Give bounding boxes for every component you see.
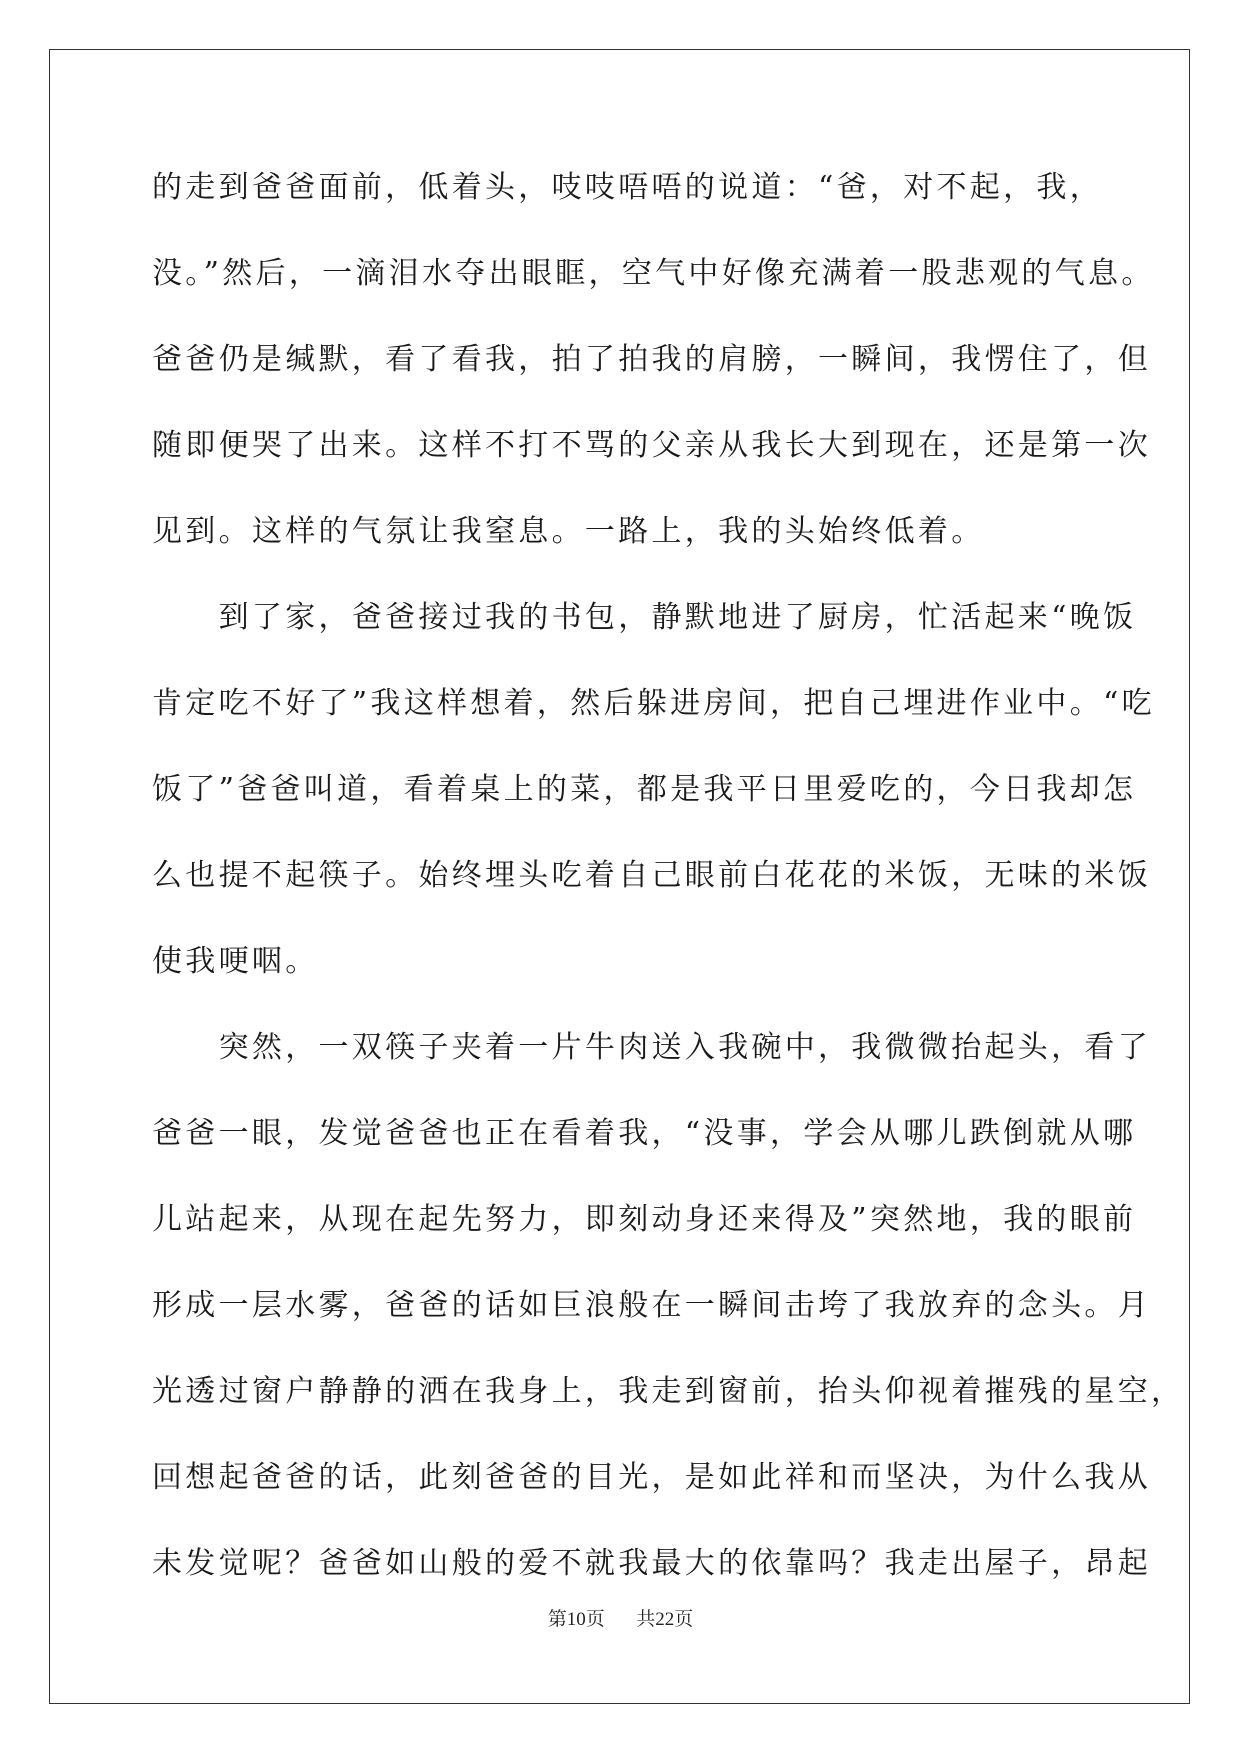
text-line-5: 见到。这样的气氛让我窒息。一路上，我的头始终低着。 <box>152 514 985 549</box>
text-line-4: 随即便哭了出来。这样不打不骂的父亲从我长大到现在，还是第一次 <box>152 428 1151 463</box>
page-number: 第10页 <box>547 1609 605 1630</box>
text-line-15: 光透过窗户静静的洒在我身上，我走到窗前，抬头仰视着摧残的星空， <box>152 1374 1185 1409</box>
text-line-3: 爸爸仍是缄默，看了看我，拍了拍我的肩膀，一瞬间，我愣住了，但 <box>152 342 1151 377</box>
text-line-13: 儿站起来，从现在起先努力，即刻动身还来得及”突然地，我的眼前 <box>152 1202 1137 1237</box>
text-line-14: 形成一层水雾，爸爸的话如巨浪般在一瞬间击垮了我放弃的念头。月 <box>152 1288 1151 1323</box>
body-text <box>152 145 1185 1607</box>
text-line-6: 到了家，爸爸接过我的书包，静默地进了厨房，忙活起来“晚饭 <box>152 600 1137 635</box>
text-line-2: 没。”然后，一滴泪水夺出眼眶，空气中好像充满着一股悲观的气息。 <box>152 256 1155 291</box>
text-line-12: 爸爸一眼，发觉爸爸也正在看着我，“没事，学会从哪儿跌倒就从哪 <box>152 1116 1137 1151</box>
page-footer <box>0 1604 1241 1631</box>
page-total: 共22页 <box>636 1609 694 1630</box>
text-line-16: 回想起爸爸的话，此刻爸爸的目光，是如此祥和而坚决，为什么我从 <box>152 1460 1151 1495</box>
text-line-10: 使我哽咽。 <box>152 944 319 979</box>
text-line-9: 么也提不起筷子。始终埋头吃着自己眼前白花花的米饭，无味的米饭 <box>152 858 1151 893</box>
text-line-11: 突然，一双筷子夹着一片牛肉送入我碗中，我微微抬起头，看了 <box>152 1030 1151 1065</box>
text-line-17: 未发觉呢？爸爸如山般的爱不就我最大的依靠吗？我走出屋子，昂起 <box>152 1546 1151 1581</box>
text-line-8: 饭了”爸爸叫道，看着桌上的菜，都是我平日里爱吃的，今日我却怎 <box>152 772 1137 807</box>
text-line-7: 肯定吃不好了”我这样想着，然后躲进房间，把自己埋进作业中。“吃 <box>152 686 1155 721</box>
text-line-1: 的走到爸爸面前，低着头，吱吱唔唔的说道：“爸，对不起，我， <box>152 170 1104 205</box>
